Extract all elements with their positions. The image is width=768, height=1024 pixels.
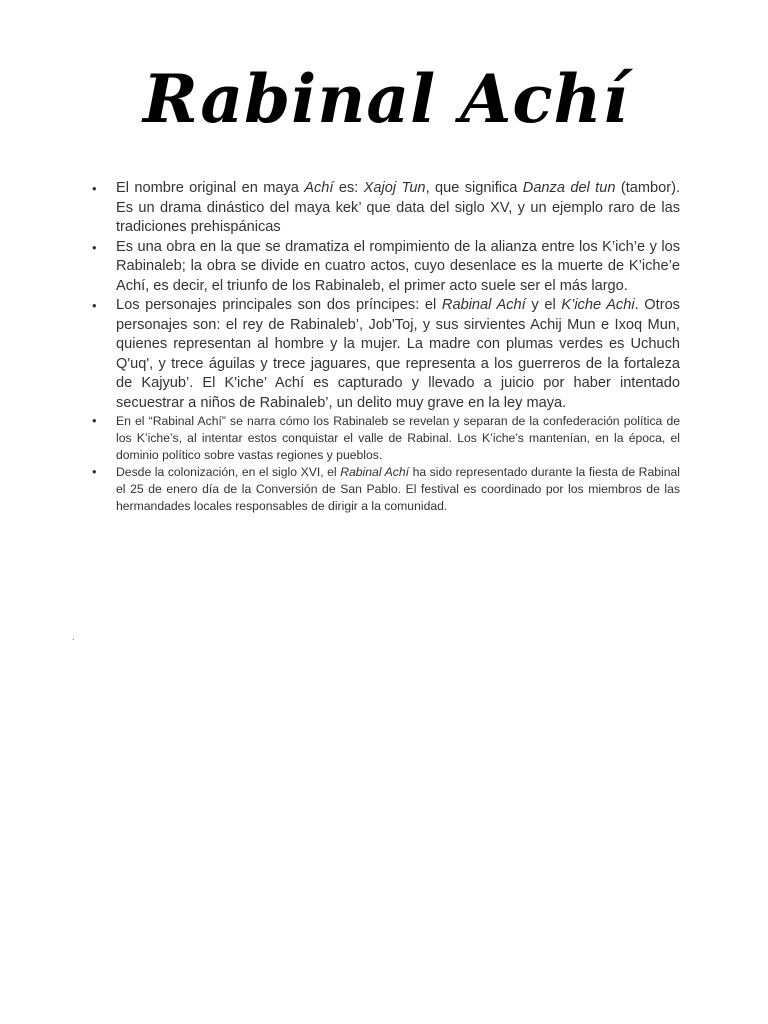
text-run: En el “Rabinal Achí” se narra cómo los Rabinaleb se revelan y separan de la confederación política de los K’iche’s, al intentar estos conquistar el valle de Rabinal. Los K’iche’s mantenían, en la época, el dominio político sobre vastas regiones y pueblos. [116,414,680,462]
text-run: 25 de enero [130,482,198,497]
list-item [92,296,680,413]
bullet-icon: • [92,239,97,255]
italic-text: Rabinal Achí [340,465,410,480]
bullet-icon: • [92,413,97,428]
italic-text: Danza del tun [522,180,616,196]
list-item [92,238,680,297]
italic-text: Xajoj Tun [363,180,426,196]
list-item [92,413,680,463]
list-item [92,464,680,514]
text-run: Es una obra en la que se dramatiza el rompimiento de la alianza entre los K’ich’e y los Rabinaleb; la obra se divide en cuatro actos, cuyo desenlace es la muerte de K’iche’e Achí, es decir, el triunfo de los Rabinaleb, el primer acto suele ser el más largo. [116,238,680,294]
text-run: Desde la colonización, en el siglo XVI, el [116,465,341,480]
italic-text: Achí [304,180,334,196]
text-run: . Otros personajes son: el rey de Rabinaleb’, Job'Toj, y sus sirvientes Achij Mun e Ixoq Mun, quienes representan al hombre y la mujer. La madre con plumas verdes es Uchuch Q'uq', y trece águilas y trece jaguares, que representa a los guerreros de la fortaleza de Kajyub’. El K'iche’ Achí es capturado y llevado a juicio por haber intentado secuestrar a niños de Rabinaleb’, un delito muy grave en la ley maya. [116,297,680,411]
bullet-icon: • [92,464,97,480]
italic-text: K’iche Achi [561,297,635,313]
text-run: día de la Conversión de San Pablo. El festival es coordinado por los miembros de las hermandades locales responsables de dirigir a la comunidad. [116,482,681,513]
text-run: siglo XV [454,199,509,216]
bullet-icon: • [92,181,97,196]
text-run: es: [333,180,364,196]
text-run: (tambor). Es un drama dinástico del maya kek’ que data del [116,180,681,216]
bullet-list [92,179,680,515]
italic-text: Rabinal Achí [441,297,526,313]
text-run: ha sido representado durante la fiesta de Rabinal el [116,465,681,497]
text-run: , y un ejemplo raro de las tradiciones prehispánicas [116,199,681,235]
text-run: Los personajes principales son dos príncipes: el [116,297,442,313]
text-run: El nombre original en [116,180,264,196]
page-title: Rabinal Achí [143,60,629,138]
text-run: maya [263,180,299,196]
stray-mark: . [72,632,75,642]
list-item [92,179,680,238]
text-run: , que significa [425,180,523,196]
text-run: y el [525,297,562,313]
bullet-icon: • [92,298,97,313]
